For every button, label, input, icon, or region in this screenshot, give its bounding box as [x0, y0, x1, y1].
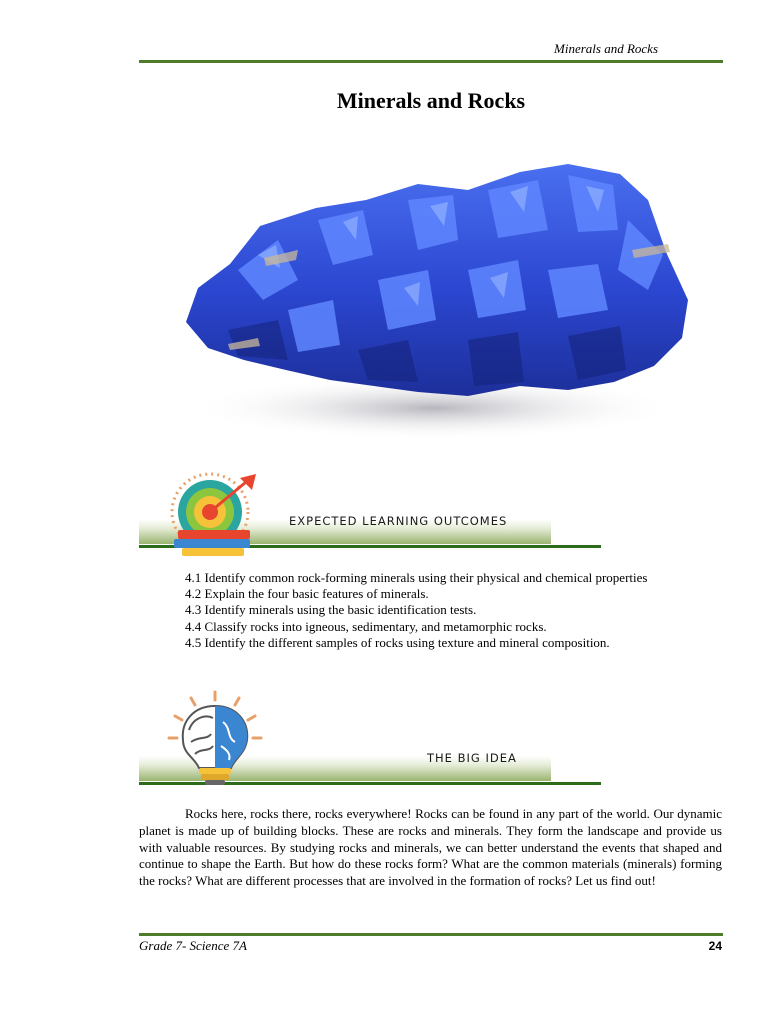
footer-rule [139, 933, 723, 936]
outcome-item: 4.1 Identify common rock-forming minerals using their physical and chemical properties [185, 570, 648, 585]
big-idea-heading: THE BIG IDEA [427, 751, 517, 765]
outcome-item: 4.5 Identify the different samples of rocks using texture and mineral composition. [185, 634, 610, 650]
outcome-item: 4.3 Identify minerals using the basic identification tests. [185, 602, 477, 618]
learning-outcomes-list [185, 570, 725, 651]
page-number: 24 [708, 939, 722, 953]
big-idea-paragraph: Rocks here, rocks there, rocks everywhere! Rocks can be found in any part of the world. Our dynamic planet is made up of building blocks. These are rocks and minerals. They form the landscape and provide us with valuable resources. By studying rocks and minerals, we can better understand the events that shaped and continue to shape the Earth. But how do these rocks form? What are the common materials (minerals) forming the rocks? What are different processes that are involved in the formation of rocks? Let us find out! [139, 806, 722, 889]
footer-course-label: Grade 7- Science 7A [139, 938, 247, 953]
page-title: Minerals and Rocks [336, 88, 526, 113]
outcome-item: 4.4 Classify rocks into igneous, sedimentary, and metamorphic rocks. [185, 618, 547, 634]
header-rule [139, 60, 723, 63]
brain-lightbulb-icon [165, 688, 265, 788]
outcome-item: 4.2 Explain the four basic features of minerals. [185, 586, 429, 602]
running-header: Minerals and Rocks [554, 41, 658, 56]
mineral-specimen-image [168, 160, 698, 450]
learning-outcomes-heading: EXPECTED LEARNING OUTCOMES [289, 514, 508, 528]
target-arrow-books-icon [168, 470, 258, 558]
